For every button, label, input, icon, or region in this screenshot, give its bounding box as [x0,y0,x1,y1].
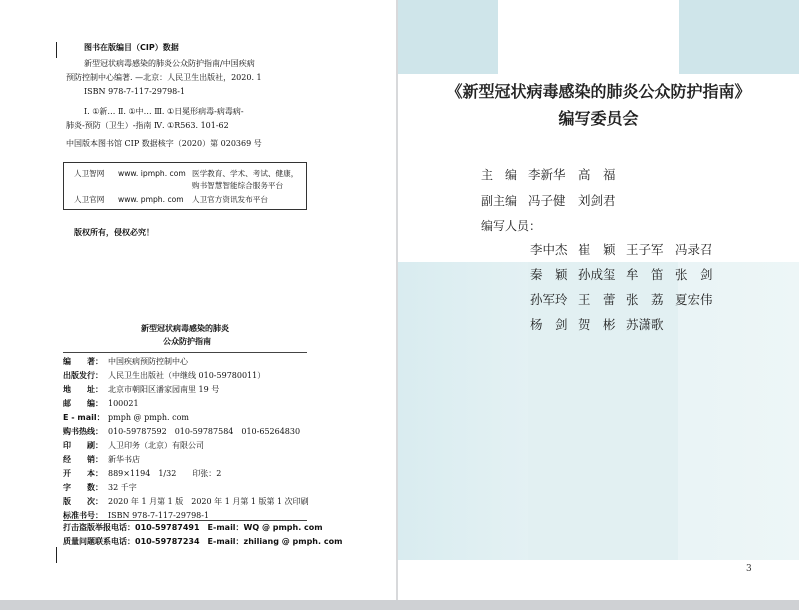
copyright-page [0,0,396,600]
imprint-value: 新华书店 [108,455,140,464]
service-box [63,162,307,210]
decor-block-top-right [679,0,799,74]
imprint-label: 编 著： [63,357,103,366]
imprint-label: 地 址： [63,385,103,394]
book-title-line-1: 新型冠状病毒感染的肺炎 [141,324,229,333]
imprint-value: ISBN 978-7-117-29798-1 [108,511,210,520]
imprint-value: 北京市朝阳区潘家园南里 19 号 [108,385,220,394]
member-name: 冯录召 [675,242,713,257]
decor-block-top-left [398,0,498,74]
imprint-value: 人卫印务（北京）有限公司 [108,441,204,450]
member-name: 苏潇歌 [626,317,664,332]
imprint-label: 经 销： [63,455,103,464]
cip-line-2: 预防控制中心编著. —北京：人民卫生出版社，2020. 1 [66,73,262,82]
cip-heading: 图书在版编目（CIP）数据 [84,43,179,52]
service-desc-1: 医学教育、学术、考试、健康， [192,169,299,178]
service-url-1[interactable]: www. ipmph. com [118,169,186,178]
service-site-1: 人卫智网 [74,169,105,178]
service-site-2: 人卫官网 [74,195,105,204]
service-desc-2: 购书智慧智能综合服务平台 [192,181,284,190]
imprint-value: 100021 [108,399,139,408]
member-name: 孙成玺 [578,267,616,282]
cip-line-6: 中国版本图书馆 CIP 数据核字（2020）第 020369 号 [66,139,262,148]
member-name: 秦 颖 [530,267,568,282]
imprint-value: 2020 年 1 月第 1 版 2020 年 1 月第 1 版第 1 次印刷 [108,497,309,506]
imprint-label: 出版发行： [63,371,103,380]
imprint-value: pmph @ pmph. com [108,413,190,422]
cip-line-5: 肺炎-预防（卫生）-指南 Ⅳ. ①R563. 101-62 [66,121,229,130]
committee-page [398,0,799,600]
deputy-editor-names: 冯子健 刘剑君 [528,193,616,208]
crop-mark-top-left [56,42,57,58]
imprint-label: 邮 编： [63,399,103,408]
member-name: 杨 剑 [530,317,568,332]
chief-editor-names: 李新华 高 福 [528,167,616,182]
member-name: 牟 笛 [626,267,664,282]
imprint-label: 开 本： [63,469,103,478]
imprint-value: 889×1194 1/32 印张：2 [108,469,222,478]
chief-editor-label: 主 编 [481,168,518,182]
member-name: 李中杰 [530,242,568,257]
decor-bottom-white [398,560,799,600]
members-label: 编写人员： [481,219,542,233]
member-name: 张 荔 [626,292,664,307]
imprint-value: 010-59787592 010-59787584 010-65264830 [108,427,301,436]
member-name: 贺 彬 [578,317,616,332]
service-desc-3: 人卫官方资讯发布平台 [192,195,268,204]
member-name: 王 蕾 [578,292,616,307]
imprint-value: 32 千字 [108,483,137,492]
member-name: 王子军 [626,242,664,257]
imprint-label: 标准书号： [63,511,103,520]
member-name: 张 剑 [675,267,713,282]
quality-contact-line: 质量问题联系电话：010-59787234 E-mail：zhiliang @ pmph. com [63,537,343,546]
imprint-value: 中国疾病预防控制中心 [108,357,188,366]
imprint-label: 版 次： [63,497,103,506]
committee-title-line-1: 《新型冠状病毒感染的肺炎公众防护指南》 [446,82,751,101]
imprint-label: 购书热线： [63,427,103,436]
cip-line-1: 新型冠状病毒感染的肺炎公众防护指南/中国疾病 [84,59,255,68]
imprint-label: 字 数： [63,483,103,492]
member-name: 夏宏伟 [675,292,713,307]
service-url-2[interactable]: www. pmph. com [118,195,184,204]
rights-notice: 版权所有，侵权必究！ [74,228,154,237]
deputy-editor-label: 副主编 [481,194,518,208]
imprint-label: E - mail： [63,413,105,422]
cip-line-4: Ⅰ. ①新… Ⅱ. ①中… Ⅲ. ①日冕形病毒-病毒病- [84,107,244,116]
member-name: 崔 颖 [578,242,616,257]
imprint-top-divider [63,352,307,353]
book-title-line-2: 公众防护指南 [163,337,211,346]
viewer-bottom-bar [0,600,799,610]
piracy-report-line: 打击盗版举报电话：010-59787491 E-mail：WQ @ pmph. com [63,523,323,532]
crop-mark-bottom-left [56,547,57,563]
committee-title-line-2: 编写委员会 [558,109,639,128]
imprint-value: 人民卫生出版社（中继线 010-59780011） [108,371,266,380]
imprint-label: 印 刷： [63,441,103,450]
decor-lower-column [528,262,678,600]
member-name: 孙军玲 [530,292,568,307]
cip-isbn: ISBN 978-7-117-29798-1 [84,87,186,96]
page-number: 3 [746,564,752,574]
